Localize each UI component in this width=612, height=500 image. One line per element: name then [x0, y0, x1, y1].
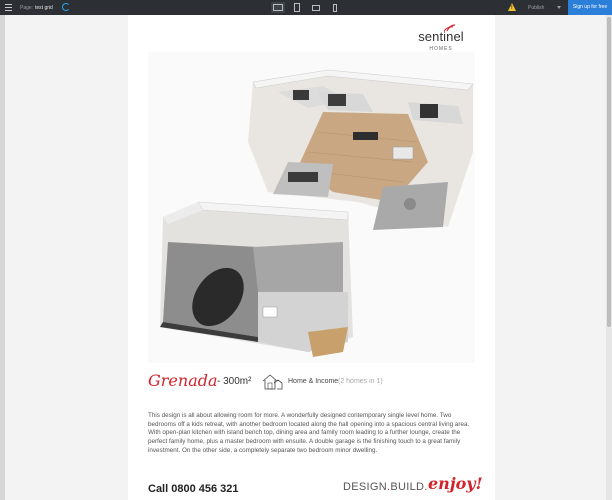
menu-icon[interactable] [5, 4, 12, 11]
tablet-landscape-view-icon[interactable] [309, 2, 323, 13]
listing-description: This design is all about allowing room for more. A wonderfully designed contemporary single level home. Two bedrooms off a kids retreat, with another bedroom located along the hall opening into a spacious central living area. With open-plan kitchen with island bench top, dining area and family room leading to a further lounge, create the perfect family home, plus a master bedroom with ensuite. A double garage is the finishing touch to a great family investment. On the other side, a completely separate two bedroom minor dwelling. [148, 412, 470, 454]
canvas-scrollbar[interactable] [606, 15, 612, 500]
desktop-view-icon[interactable] [271, 2, 285, 13]
signup-button[interactable]: Sign up for free [568, 0, 612, 15]
sync-icon[interactable] [62, 3, 70, 11]
page-artboard [128, 15, 495, 500]
home-and-income-icon [261, 373, 283, 391]
tagline-enjoy: enjoy! [428, 474, 483, 493]
floor-plan-render [148, 52, 475, 363]
device-switcher [271, 2, 342, 13]
listing-type: Home & Income [288, 378, 339, 385]
tagline-build: BUILD [390, 481, 425, 493]
logo-wordmark: sentinel [418, 29, 464, 44]
scrollbar-thumb[interactable] [607, 17, 611, 327]
page-selector[interactable]: test grid [35, 5, 53, 11]
brand-tagline [343, 481, 428, 493]
listing-name: Grenada [148, 371, 218, 390]
publish-button[interactable]: Publish [528, 5, 545, 11]
chevron-down-icon[interactable] [557, 6, 561, 9]
tablet-view-icon[interactable] [290, 2, 304, 13]
tagline-design: DESIGN [343, 481, 387, 493]
listing-size: - 300m² [217, 376, 252, 387]
logo-subtext: HOMES [429, 46, 453, 52]
page-label: Page: [20, 5, 34, 11]
tagline-dot: . [424, 481, 428, 493]
sentinel-logo [411, 24, 471, 54]
warning-icon[interactable]: ! [508, 3, 516, 11]
editor-canvas [5, 15, 606, 500]
tagline-dot: . [386, 481, 391, 493]
listing-title-row [148, 371, 478, 395]
listing-type-note: (2 homes in 1) [338, 378, 383, 385]
mobile-view-icon[interactable] [328, 2, 342, 13]
editor-toolbar [0, 0, 612, 15]
call-to-action: Call 0800 456 321 [148, 483, 239, 495]
